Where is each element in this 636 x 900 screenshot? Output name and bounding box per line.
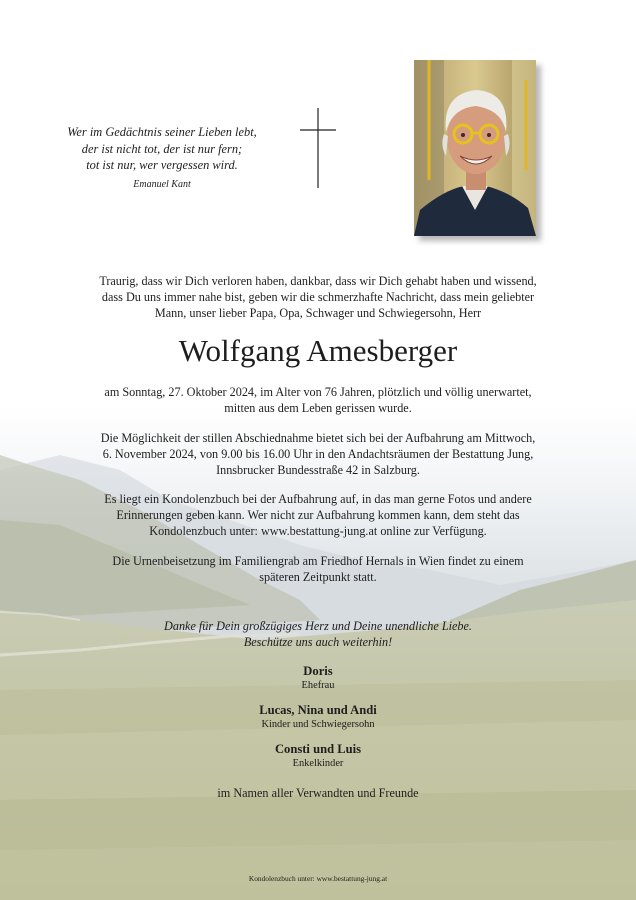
intro-line: Mann, unser lieber Papa, Opa, Schwager und Schwiegersohn, Herr [154,306,482,321]
footer-condolence-link: Kondolenzbuch unter: www.bestattung-jung.at [248,874,388,883]
burial-text [70,553,566,585]
condolence-line: Kondolenzbuch unter: www.bestattung-jung.at online zur Verfügung. [149,524,487,539]
quote-line: Wer im Gedächtnis seiner Lieben lebt, [67,125,257,139]
family-name: Lucas, Nina und Andi [259,703,377,717]
quote-author: Emanuel Kant [133,178,191,190]
intro-text [70,273,566,322]
viewing-line: Innsbrucker Bundesstraße 42 in Salzburg. [216,463,420,478]
family-relation: Enkelkinder [292,758,344,769]
thanks-line: Danke für Dein großzügiges Herz und Deine unendliche Liebe. [164,619,472,633]
intro-line: Traurig, dass wir Dich verloren haben, dankbar, dass wir Dich gehabt haben und wissend, [99,274,537,288]
quote-line: tot ist nur, wer vergessen wird. [86,158,238,172]
death-text [70,384,566,416]
thanks-text [70,618,566,650]
family-name: Doris [303,664,333,678]
thanks-line: Beschütze uns auch weiterhin! [243,635,393,649]
family-member [70,741,566,770]
condolence-line: Erinnerungen geben kann. Wer nicht zur Aufbahrung kommen kann, dem steht das [116,508,520,523]
family-relation: Kinder und Schwiegersohn [261,719,375,730]
intro-line: dass Du uns immer nahe bist, geben wir die schmerzhafte Nachricht, dass mein geliebter [101,290,535,305]
family-name: Consti und Luis [274,742,362,756]
burial-line: Die Urnenbeisetzung im Familiengrab am Friedhof Hernals in Wien findet zu einem [112,554,524,568]
death-line: mitten aus dem Leben gerissen wurde. [224,401,412,416]
closing-text: im Namen aller Verwandten und Freunde [217,786,419,800]
family-member [70,663,566,692]
viewing-line: 6. November 2024, von 9.00 bis 16.00 Uhr in den Andachtsräumen der Bestattung Jung, [102,447,534,462]
death-line: am Sonntag, 27. Oktober 2024, im Alter von 76 Jahren, plötzlich und völlig unerwartet, [104,385,532,399]
viewing-text [70,430,566,479]
portrait-photo [414,60,536,236]
family-relation: Ehefrau [301,680,335,691]
quote-block [44,124,280,193]
viewing-line: Die Möglichkeit der stillen Abschiednahme bietet sich bei der Aufbahrung am Mittwoch, [100,431,536,445]
deceased-name: Wolfgang Amesberger [178,333,458,368]
condolence-line: Es liegt ein Kondolenzbuch bei der Aufbahrung auf, in das man gerne Fotos und andere [104,492,532,506]
condolence-text [70,491,566,540]
burial-line: späteren Zeitpunkt statt. [259,570,377,585]
quote-line: der ist nicht tot, der ist nur fern; [81,141,243,156]
cross-icon [300,108,336,188]
family-member [70,702,566,731]
